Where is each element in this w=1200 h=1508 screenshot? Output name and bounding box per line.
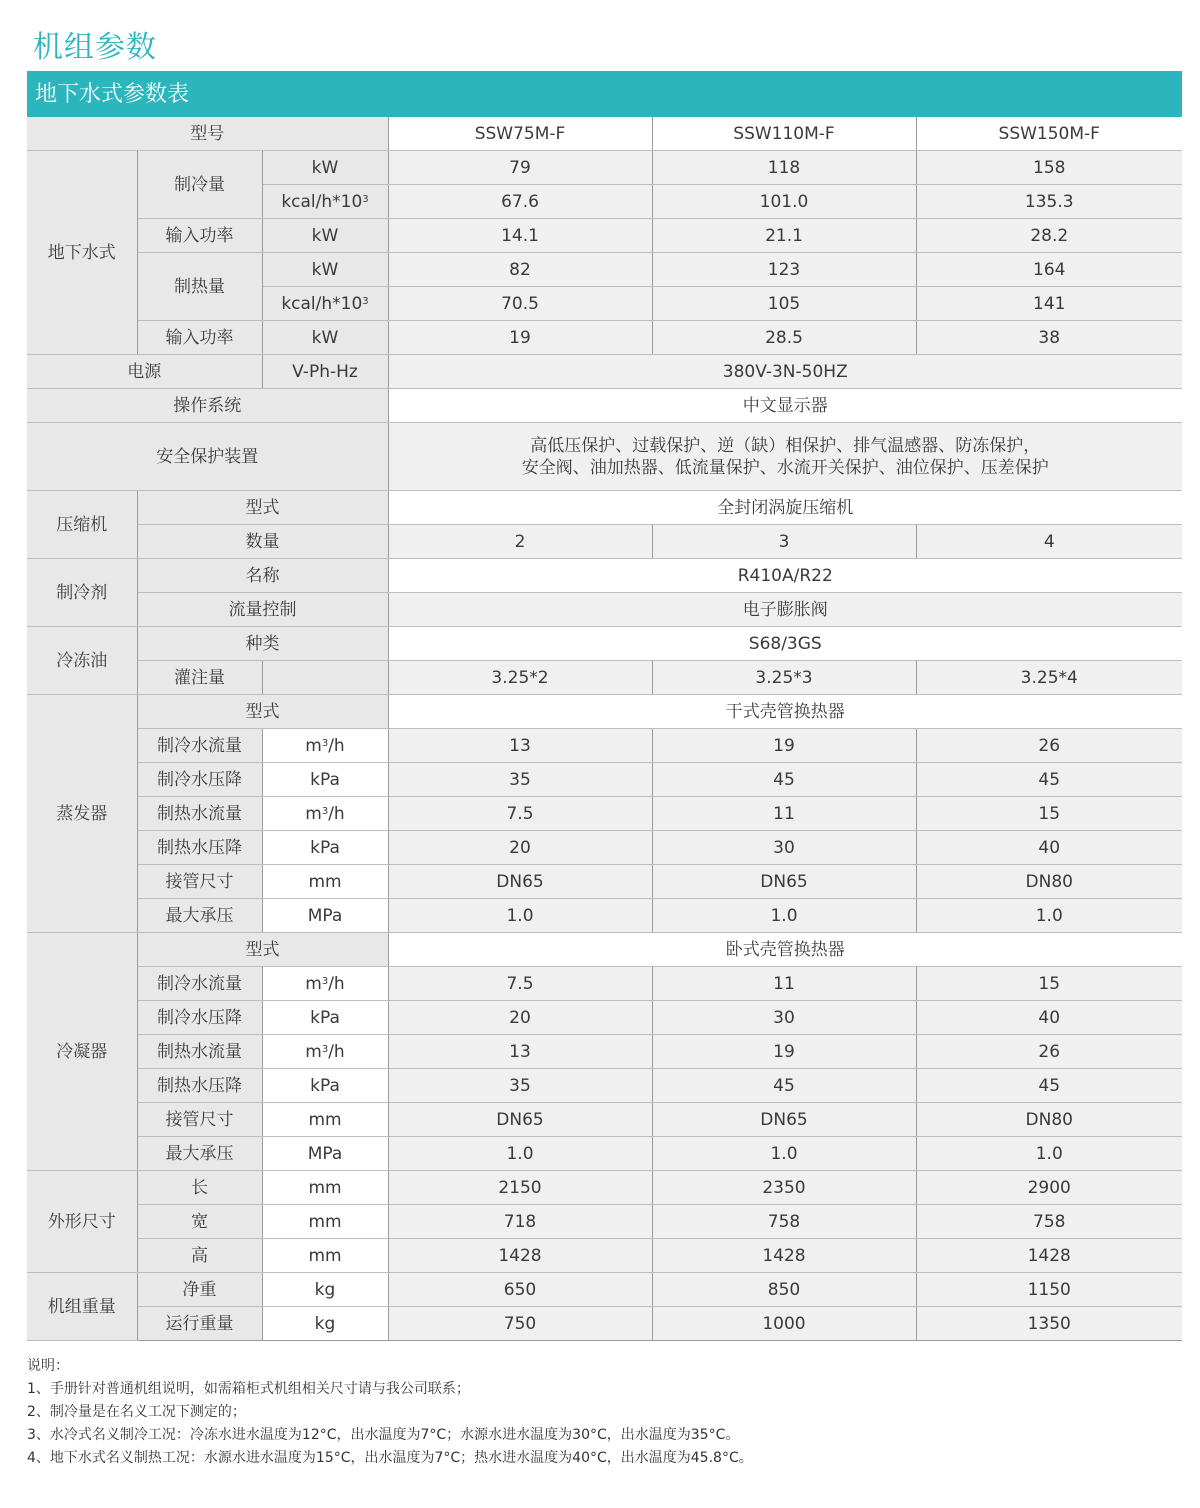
unit-cell: kW	[262, 253, 388, 287]
table-row	[27, 1103, 1182, 1137]
table-row	[27, 1239, 1182, 1273]
unit-cell: $m^3/h$	[262, 967, 388, 1001]
value-cell: 中文显示器	[388, 389, 1182, 423]
table-row	[27, 593, 1182, 627]
table-row	[27, 1035, 1182, 1069]
value-cell: 11	[652, 797, 916, 831]
row-label: 操作系统	[27, 389, 388, 423]
value-cell: 45	[916, 763, 1182, 797]
row-label: 流量控制	[137, 593, 388, 627]
value-cell: 2150	[388, 1171, 652, 1205]
value-cell: 2900	[916, 1171, 1182, 1205]
table-row	[27, 865, 1182, 899]
unit-cell: MPa	[262, 1137, 388, 1171]
value-cell: 26	[916, 729, 1182, 763]
table-row	[27, 933, 1182, 967]
value-cell: 19	[388, 321, 652, 355]
unit-cell: mm	[262, 1239, 388, 1273]
value-cell: 79	[388, 151, 652, 185]
value-cell: 45	[652, 763, 916, 797]
note-item: 1、手册针对普通机组说明，如需箱柜式机组相关尺寸请与我公司联系；	[27, 1381, 470, 1397]
table-row	[27, 1137, 1182, 1171]
row-label: 高	[137, 1239, 262, 1273]
value-cell: 40	[916, 1001, 1182, 1035]
value-cell: 1428	[652, 1239, 916, 1273]
unit-cell: kg	[262, 1273, 388, 1307]
section-label: 蒸发器	[27, 695, 137, 933]
unit-cell: kW	[262, 219, 388, 253]
unit-cell: kW	[262, 151, 388, 185]
note-item: 2、制冷量是在名义工况下测定的；	[27, 1404, 246, 1420]
value-cell: 15	[916, 967, 1182, 1001]
table-row	[27, 967, 1182, 1001]
table-row	[27, 423, 1182, 491]
value-cell: 3.25*4	[916, 661, 1182, 695]
table-row	[27, 831, 1182, 865]
value-cell: DN65	[652, 865, 916, 899]
row-label: 制热水流量	[137, 797, 262, 831]
safety-line: 安全阀、油加热器、低流量保护、水流开关保护、油位保护、压差保护	[521, 457, 1049, 478]
row-label: 净重	[137, 1273, 262, 1307]
row-label: 宽	[137, 1205, 262, 1239]
value-cell: DN80	[916, 1103, 1182, 1137]
row-label: 数量	[137, 525, 388, 559]
value-cell: 67.6	[388, 185, 652, 219]
value-cell: 30	[652, 1001, 916, 1035]
table-row	[27, 661, 1182, 695]
table-row	[27, 1001, 1182, 1035]
table-row	[27, 491, 1182, 525]
row-label: 接管尺寸	[137, 1103, 262, 1137]
unit-cell: kPa	[262, 831, 388, 865]
unit-cell: kcal/$h*10^3$	[262, 287, 388, 321]
row-label: 运行重量	[137, 1307, 262, 1341]
table-row	[27, 525, 1182, 559]
value-cell: 718	[388, 1205, 652, 1239]
value-cell: 750	[388, 1307, 652, 1341]
value-cell: DN65	[388, 865, 652, 899]
value-cell: 2	[388, 525, 652, 559]
value-cell: 1350	[916, 1307, 1182, 1341]
value-cell: 7.5	[388, 967, 652, 1001]
table-row	[27, 321, 1182, 355]
table-row	[27, 1273, 1182, 1307]
value-cell: 135.3	[916, 185, 1182, 219]
model-name: SSW110M-F	[652, 117, 916, 151]
value-cell: 3.25*3	[652, 661, 916, 695]
table-row	[27, 219, 1182, 253]
value-cell: 全封闭涡旋压缩机	[388, 491, 1182, 525]
value-cell: 电子膨胀阀	[388, 593, 1182, 627]
table-row	[27, 1171, 1182, 1205]
table-row	[27, 627, 1182, 661]
value-cell: 4	[916, 525, 1182, 559]
row-label: 制冷水流量	[137, 967, 262, 1001]
value-cell: 19	[652, 729, 916, 763]
row-label: 型式	[137, 695, 388, 729]
row-label: 制冷水流量	[137, 729, 262, 763]
value-cell: 1.0	[388, 1137, 652, 1171]
unit-cell: $m^3/h$	[262, 729, 388, 763]
value-cell: 3	[652, 525, 916, 559]
row-label: 型式	[137, 933, 388, 967]
section-label: 冷凝器	[27, 933, 137, 1171]
value-cell: 11	[652, 967, 916, 1001]
row-label: 制冷水压降	[137, 1001, 262, 1035]
page-title: 机组参数	[33, 30, 157, 65]
row-label: 制热水压降	[137, 831, 262, 865]
row-label: 输入功率	[137, 321, 262, 355]
value-cell: 650	[388, 1273, 652, 1307]
value-cell: 卧式壳管换热器	[388, 933, 1182, 967]
value-cell: 1150	[916, 1273, 1182, 1307]
table-row	[27, 763, 1182, 797]
table-row	[27, 797, 1182, 831]
value-cell: 13	[388, 1035, 652, 1069]
value-cell: 30	[652, 831, 916, 865]
unit-cell: kPa	[262, 1001, 388, 1035]
value-cell: DN80	[916, 865, 1182, 899]
table-title-banner: 地下水式参数表	[27, 71, 1182, 118]
notes-heading: 说明：	[27, 1358, 69, 1374]
value-cell: 7.5	[388, 797, 652, 831]
value-cell: 70.5	[388, 287, 652, 321]
row-label: 长	[137, 1171, 262, 1205]
section-label: 压缩机	[27, 491, 137, 559]
row-label: 种类	[137, 627, 388, 661]
section-label: 冷冻油	[27, 627, 137, 695]
value-cell: 21.1	[652, 219, 916, 253]
row-label: 型式	[137, 491, 388, 525]
section-label: 外形尺寸	[27, 1171, 137, 1273]
value-cell: 35	[388, 1069, 652, 1103]
value-cell: 28.2	[916, 219, 1182, 253]
unit-cell: kg	[262, 1307, 388, 1341]
table-row	[27, 729, 1182, 763]
unit-cell	[262, 661, 388, 695]
unit-cell: mm	[262, 865, 388, 899]
unit-cell: $m^3/h$	[262, 797, 388, 831]
table-row	[27, 253, 1182, 287]
value-cell: 380V-3N-50HZ	[388, 355, 1182, 389]
value-cell: 164	[916, 253, 1182, 287]
unit-cell: V-Ph-Hz	[262, 355, 388, 389]
unit-cell: kPa	[262, 763, 388, 797]
unit-cell: mm	[262, 1205, 388, 1239]
value-cell: 101.0	[652, 185, 916, 219]
value-cell: 1428	[916, 1239, 1182, 1273]
table-row	[27, 117, 1182, 151]
note-item: 3、水冷式名义制冷工况：冷冻水进水温度为12°C，出水温度为7°C；水源水进水温度为30°C，出水温度为35°C。	[27, 1427, 740, 1443]
table-row	[27, 559, 1182, 593]
value-cell: 38	[916, 321, 1182, 355]
value-cell: 20	[388, 1001, 652, 1035]
table-row	[27, 695, 1182, 729]
row-label: 制热水流量	[137, 1035, 262, 1069]
row-label: 最大承压	[137, 1137, 262, 1171]
value-cell: 758	[652, 1205, 916, 1239]
value-cell: 15	[916, 797, 1182, 831]
value-cell: 干式壳管换热器	[388, 695, 1182, 729]
value-cell: 1000	[652, 1307, 916, 1341]
section-label: 机组重量	[27, 1273, 137, 1341]
value-cell: 758	[916, 1205, 1182, 1239]
value-cell: R410A/R22	[388, 559, 1182, 593]
value-cell: 141	[916, 287, 1182, 321]
value-cell: 14.1	[388, 219, 652, 253]
value-cell: 45	[652, 1069, 916, 1103]
unit-cell: MPa	[262, 899, 388, 933]
value-cell: 1428	[388, 1239, 652, 1273]
parameter-table	[27, 117, 1182, 1341]
model-name: SSW75M-F	[388, 117, 652, 151]
table-row	[27, 899, 1182, 933]
row-label: 制冷量	[137, 151, 262, 219]
value-cell	[388, 423, 1182, 491]
note-item: 4、地下水式名义制热工况：水源水进水温度为15°C，出水温度为7°C；热水进水温度为40°C，出水温度为45.8°C。	[27, 1450, 753, 1466]
value-cell: 35	[388, 763, 652, 797]
value-cell: 28.5	[652, 321, 916, 355]
row-label: 最大承压	[137, 899, 262, 933]
unit-cell: kcal/$h*10^3$	[262, 185, 388, 219]
value-cell: 40	[916, 831, 1182, 865]
row-label: 灌注量	[137, 661, 262, 695]
table-row	[27, 151, 1182, 185]
row-label: 制热水压降	[137, 1069, 262, 1103]
section-label: 地下水式	[27, 151, 137, 355]
value-cell: 13	[388, 729, 652, 763]
value-cell: 118	[652, 151, 916, 185]
table-row	[27, 355, 1182, 389]
value-cell: 2350	[652, 1171, 916, 1205]
value-cell: DN65	[652, 1103, 916, 1137]
row-label: 制热量	[137, 253, 262, 321]
unit-cell: kW	[262, 321, 388, 355]
value-cell: 1.0	[652, 1137, 916, 1171]
value-cell: 105	[652, 287, 916, 321]
value-cell: 20	[388, 831, 652, 865]
row-label: 安全保护装置	[27, 423, 388, 491]
value-cell: 1.0	[916, 1137, 1182, 1171]
row-label: 名称	[137, 559, 388, 593]
safety-line: 高低压保护、过载保护、逆（缺）相保护、排气温感器、防冻保护，	[530, 435, 1041, 456]
value-cell: 850	[652, 1273, 916, 1307]
unit-cell: mm	[262, 1171, 388, 1205]
model-name: SSW150M-F	[916, 117, 1182, 151]
unit-cell: mm	[262, 1103, 388, 1137]
row-label: 输入功率	[137, 219, 262, 253]
table-row	[27, 1307, 1182, 1341]
unit-cell: $m^3/h$	[262, 1035, 388, 1069]
table-row	[27, 1069, 1182, 1103]
table-row	[27, 389, 1182, 423]
value-cell: 1.0	[652, 899, 916, 933]
value-cell: 1.0	[916, 899, 1182, 933]
notes	[27, 1355, 753, 1470]
model-label: 型号	[27, 117, 388, 151]
value-cell: 123	[652, 253, 916, 287]
row-label: 电源	[27, 355, 262, 389]
value-cell: 82	[388, 253, 652, 287]
value-cell: DN65	[388, 1103, 652, 1137]
value-cell: 19	[652, 1035, 916, 1069]
row-label: 制冷水压降	[137, 763, 262, 797]
value-cell: S68/3GS	[388, 627, 1182, 661]
value-cell: 45	[916, 1069, 1182, 1103]
table-row	[27, 1205, 1182, 1239]
section-label: 制冷剂	[27, 559, 137, 627]
value-cell: 3.25*2	[388, 661, 652, 695]
value-cell: 26	[916, 1035, 1182, 1069]
value-cell: 1.0	[388, 899, 652, 933]
unit-cell: kPa	[262, 1069, 388, 1103]
value-cell: 158	[916, 151, 1182, 185]
row-label: 接管尺寸	[137, 865, 262, 899]
